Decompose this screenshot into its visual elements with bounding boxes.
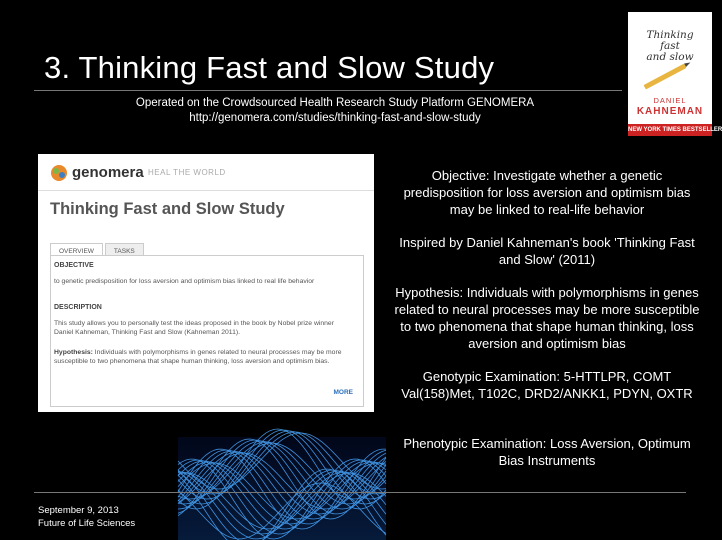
overview-panel xyxy=(50,255,364,407)
study-heading: Thinking Fast and Slow Study xyxy=(50,200,285,218)
book-author-last: KAHNEMAN xyxy=(636,106,704,117)
genomera-tagline: HEAL THE WORLD xyxy=(148,168,226,177)
description-label: DESCRIPTION xyxy=(54,304,102,311)
slide-title: 3. Thinking Fast and Slow Study xyxy=(44,50,495,85)
objective-text: to genetic predisposition for loss aversion and optimism bias linked to real life behavior xyxy=(54,278,315,285)
more-link[interactable]: MORE xyxy=(333,389,353,396)
platform-subtitle: Operated on the Crowdsourced Health Research Study Platform GENOMERA xyxy=(135,97,535,109)
phenotypic-examination: Phenotypic Examination: Loss Aversion, Optimum Bias Instruments xyxy=(403,436,691,468)
hypothesis-text: Individuals with polymorphisms in genes related to neural processes may be more susceptible to two phenomena that shape human thinking, loss aversion and optimism bias. xyxy=(54,349,342,365)
study-url[interactable]: http://genomera.com/studies/thinking-fast-and-slow-study xyxy=(189,112,481,124)
genomera-logo-icon xyxy=(50,164,68,182)
genomera-logo[interactable]: genomera xyxy=(72,164,144,181)
genomera-screenshot xyxy=(38,154,374,412)
book-bestseller-band: NEW YORK TIMES BESTSELLER xyxy=(628,124,712,136)
footer-divider xyxy=(34,492,686,493)
neural-wave-image xyxy=(178,437,386,540)
inspired-by: Inspired by Daniel Kahneman's book 'Thinking Fast and Slow' (2011) xyxy=(399,235,695,267)
description-text: This study allows you to personally test the ideas proposed in the book by Nobel prize winner Daniel Kahneman, Thinking Fast and Slow (Kahneman 2011). xyxy=(54,320,334,336)
pencil-icon xyxy=(644,63,687,89)
tab-tasks[interactable]: TASKS xyxy=(105,243,144,259)
footer-org: Future of Life Sciences xyxy=(38,518,136,529)
footer-date: September 9, 2013 xyxy=(38,505,119,516)
objective-summary: Objective: Investigate whether a genetic predisposition for loss aversion and optimism bias may be linked to real-life behavior xyxy=(403,168,691,217)
book-author-first: DANIEL xyxy=(653,96,687,105)
book-cover-image xyxy=(628,12,722,136)
book-title: Thinking fast and slow xyxy=(646,29,694,63)
objective-label: OBJECTIVE xyxy=(54,262,94,269)
genomera-header xyxy=(38,154,374,191)
hypothesis-block xyxy=(54,348,354,366)
hypothesis-summary: Hypothesis: Individuals with polymorphisms in genes related to neural processes may be more susceptible to two phenomena that shape human thinking, loss aversion and optimism bias xyxy=(394,285,700,351)
title-divider xyxy=(34,90,622,91)
genotypic-examination: Genotypic Examination: 5-HTTLPR, COMT Val(158)Met, T102C, DRD2/ANKK1, PDYN, OXTR xyxy=(401,369,693,401)
hypothesis-label: Hypothesis: xyxy=(54,349,93,356)
tab-overview[interactable]: OVERVIEW xyxy=(50,243,103,259)
